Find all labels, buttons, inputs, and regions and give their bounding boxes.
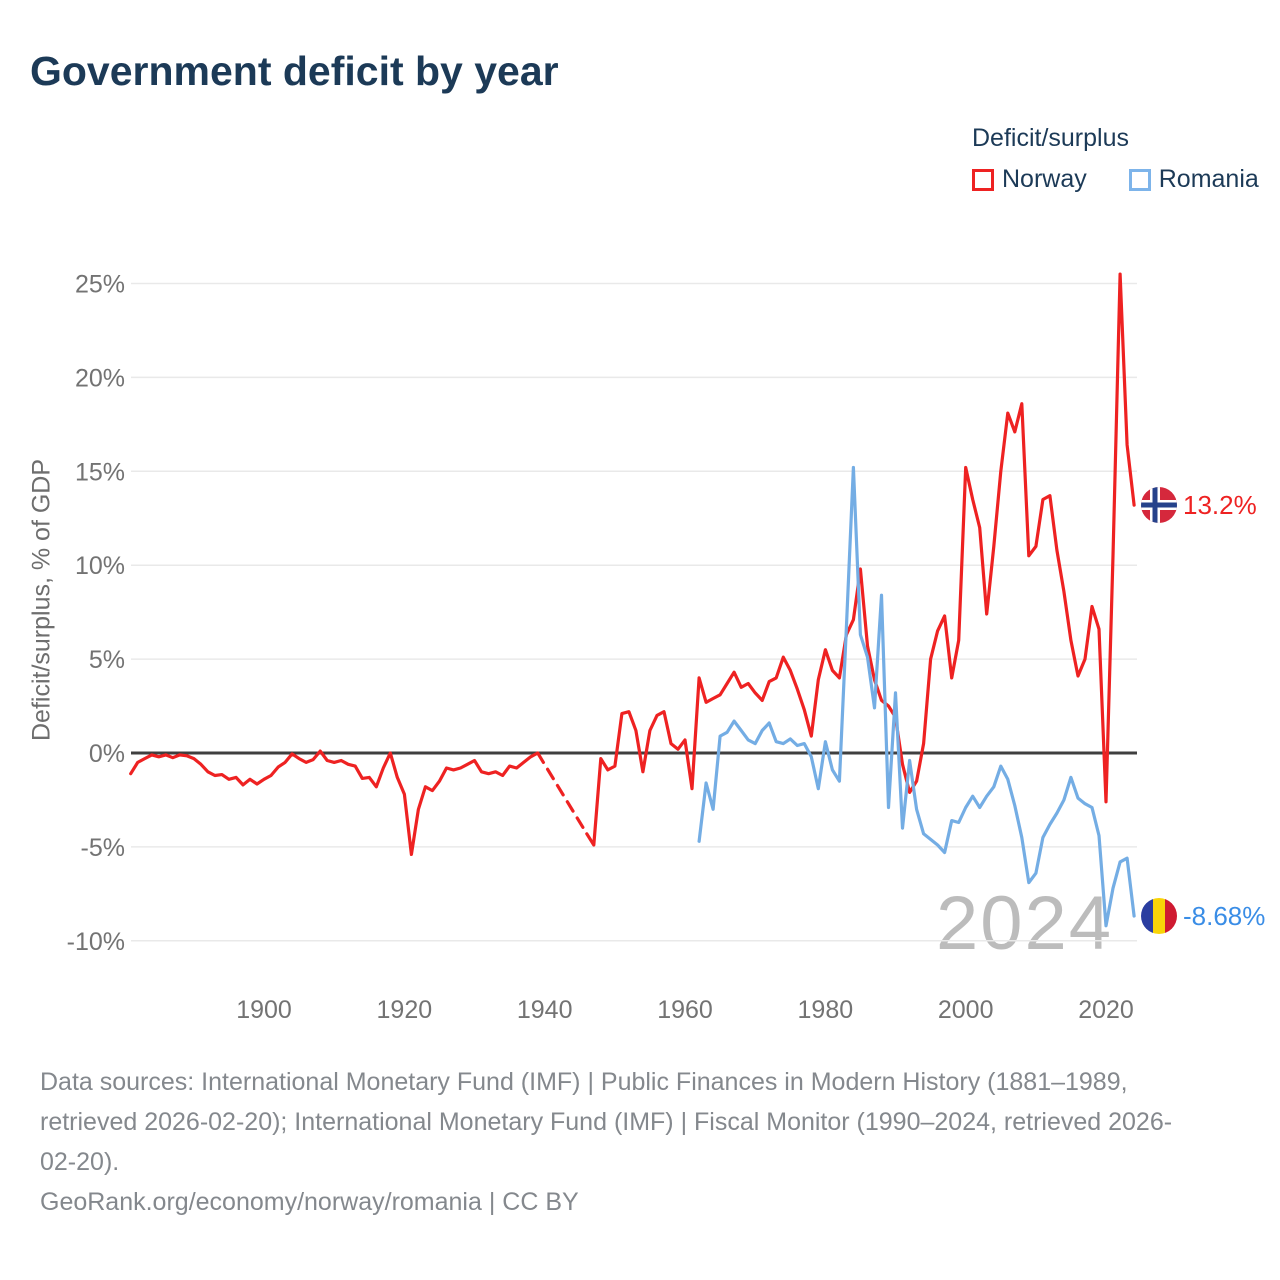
romania-current-value: -8.68% — [1183, 900, 1266, 931]
romania-end-label — [1141, 898, 1265, 934]
y-tick-label: -5% — [80, 833, 125, 862]
data-sources-line: 02-20). — [40, 1148, 120, 1176]
norway-line-dashed — [538, 753, 587, 834]
attribution-link[interactable]: GeoRank.org/economy/norway/romania | CC BY — [40, 1188, 579, 1216]
watermark-year: 2024 — [936, 881, 1114, 966]
y-tick-label: 15% — [74, 458, 125, 487]
x-tick-label: 1960 — [657, 996, 713, 1024]
norway-flag-icon — [1141, 487, 1177, 523]
x-tick-label: 1940 — [516, 996, 573, 1024]
romania-flag-icon — [1141, 898, 1177, 934]
x-tick-label: 2000 — [937, 996, 994, 1024]
y-tick-label: 25% — [74, 270, 125, 299]
x-tick-label: 1900 — [236, 996, 292, 1024]
x-tick-label: 1980 — [797, 996, 854, 1024]
page-title: Government deficit by year — [30, 48, 559, 94]
x-tick-label: 2020 — [1078, 996, 1134, 1024]
y-axis-title: Deficit/surplus, % of GDP — [27, 458, 56, 742]
norway-end-label — [1141, 487, 1257, 523]
legend-title: Deficit/surplus — [972, 124, 1129, 152]
y-tick-label: 20% — [74, 364, 125, 393]
norway-line — [587, 274, 1134, 845]
x-tick-label: 1920 — [376, 996, 433, 1024]
data-sources-line: retrieved 2026-02-20); International Monetary Fund (IMF) | Fiscal Monitor (1990–2024, retrieved 2026- — [40, 1108, 1173, 1136]
legend-label-norway: Norway — [1002, 165, 1087, 193]
legend-label-romania: Romania — [1158, 165, 1259, 193]
norway-line — [131, 751, 538, 854]
y-tick-label: -10% — [66, 927, 125, 956]
norway-current-value: 13.2% — [1183, 489, 1257, 520]
y-tick-label: 0% — [88, 740, 125, 768]
footer — [40, 1062, 1250, 1222]
y-tick-label: 10% — [74, 552, 125, 581]
y-tick-label: 5% — [88, 646, 125, 675]
data-sources-line: Data sources: International Monetary Fund (IMF) | Public Finances in Modern History (1881–1989, — [40, 1068, 1128, 1096]
